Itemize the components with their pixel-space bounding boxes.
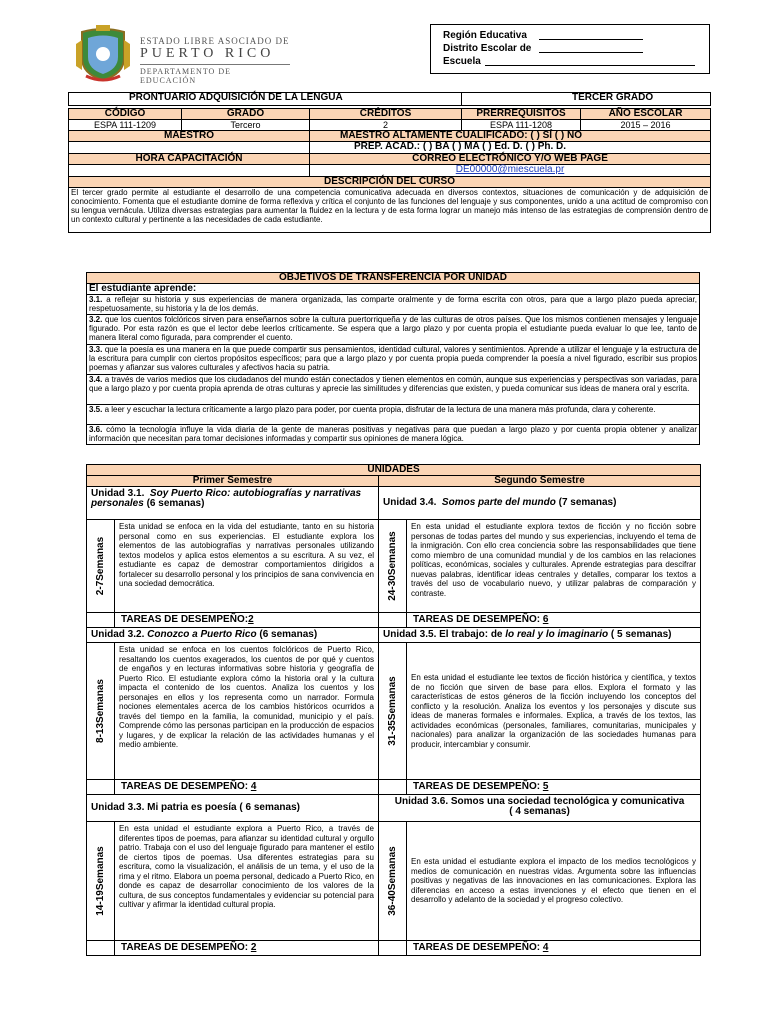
desc-label: DESCRIPCIÓN DEL CURSO [69,177,711,188]
agency-line3: DEPARTAMENTO DE EDUCACIÓN [140,67,231,85]
puerto-rico-seal-logo [72,24,134,82]
unit-weeks-count: (7 semanas) [558,497,617,508]
weeks-label: 2-7Semanas [94,536,106,596]
course-title: PRONTUARIO ADQUISICIÓN DE LA LENGUA [69,93,462,106]
weeks-label: 24-30Semanas [386,531,398,601]
unit-3-3-description: En esta unidad el estudiante explora a Puerto Rico, a través de diferentes tipos de poemas, para afianzar su identidad cultural y orgullo patrio. Trabaja con el uso del lenguaje figurado para mantener el estilo de ciertos tipos de poemas. Usa diferentes estrategias para su escritura, como la visualización, el análisis de un tema, y el uso de la rima y el ritmo. Elabora un poema personal, dedicado a Puerto Rico, en donde es capaz de desarrollar conocimiento de los valores de la cultura, de sus conceptos fundamentales y evidenciar su potencial para cultivar y afirmar la identidad cultural propia. [115,822,379,941]
unit-3-1-tareas [115,613,379,628]
unit-name: Somos parte del mundo [441,497,556,508]
maestro-field[interactable] [69,142,310,154]
unit-3-6-description: En esta unidad el estudiante explora el impacto de los medios tecnológicos y medios de comunicación en nuestras vidas. Argumenta sobre las influencias positivas y negativas de las innovaciones en las comunicaciones. Explora las diferencias en acceso a estas invenciones y el efecto que tienen en el desarrollo y adelanto de la sociedad y el progreso colectivo. [407,822,701,941]
unit-3-2-weeks [87,643,115,780]
objective-text: a reflejar su historia y sus experiencias de manera organizada, las comparte oralmente y de forma escrita con otros, para que a largo plazo pueda apreciar, respetuosamente, su historia y la de los demás. [89,295,697,313]
unit-name: Conozco a Puerto Rico [147,629,257,640]
agency-line2: PUERTO RICO [140,46,275,61]
col-prerrequisitos: PRERREQUISITOS [462,109,581,120]
col-codigo: CÓDIGO [69,109,182,120]
school-label: Escuela [443,56,481,67]
unit-3-4-description: En esta unidad el estudiante explora textos de ficción y no ficción sobre personas de todas partes del mundo y sus experiencias, incluyendo el tema de la inmigración. Con ello crea conciencia sobre las responsabilidades que tiene como miembro de una comunidad mundial y de los cambios en las relaciones políticas, económicas, sociales y culturales. Aprende estrategias para descifrar nuevas palabras, identificar ideas centrales y detalles, comparar los textos a través del uso de vocabulario nuevo, y utilizar palabras de comparación y contraste. [407,520,701,613]
unit-name: Soy Puerto Rico: autobiografías y narrativas personales [91,488,362,509]
correo-label: CORREO ELECTRÓNICO Y/O WEB PAGE [310,154,711,165]
semester-1-label: Primer Semestre [87,476,379,487]
objective-num: 3.3. [89,345,103,354]
unit-weeks-count: (6 semanas) [259,629,318,640]
unit-3-1-description: Esta unidad se enfoca en la vida del estudiante, tanto en su historia personal como en sus experiencias. El estudiante explora los elementos de las autobiografías y narrativas personales utilizando textos modelos y aplica estos elementos a su escritura. A su vez, el estudiante es capaz de demostrar comportamientos dirigidos a fortalecer su desarrollo personal y los principios de sana convivencia en una sociedad democrática. [115,520,379,613]
objective-num: 3.6. [89,425,103,434]
unit-name-plain: El trabajo: de [439,629,503,640]
grade-title: TERCER GRADO [462,93,711,106]
codigo-value: ESPA 111-1209 [69,120,182,131]
objective-text: que la poesía es una manera en la que puede compartir sus pensamientos, identidad cultural, valores y sentimientos. Aprende a utilizar el lenguaje y la estructura de la escritura para cumplir con ciertos propósitos específicos; para que a largo plazo y por cuenta propia pueda comprender la poesía a nivel figurado, escribir sus propios poemas y afianzar sus valores culturales y afectivos hacia su patria. [89,345,697,372]
units-title: UNIDADES [87,465,701,476]
course-info-table [68,92,711,233]
objective-3-3 [87,345,700,375]
tareas-label: TAREAS DE DESEMPEÑO: [121,614,249,625]
unit-3-6-title [379,795,701,822]
weeks-label: 36-40Semanas [386,846,398,916]
grado-value: Tercero [182,120,310,131]
creditos-value: 2 [310,120,462,131]
unit-weeks-count: ( 4 semanas) [509,806,570,817]
agency-line1: ESTADO LIBRE ASOCIADO DE [140,36,290,46]
unit-3-3-tareas [115,941,379,956]
unit-number: Unidad 3.2. [91,629,145,640]
tareas-label: TAREAS DE DESEMPEÑO: [413,942,541,953]
unit-3-4-weeks [379,520,407,613]
objective-text: cómo la tecnología influye la vida diaria de la gente de maneras positivas y negativas para que puedan a largo plazo y por cuenta propia obtener y analizar información que necesitan para tomar decisiones informadas y compartir sus opiniones de manera lógica. [89,425,697,443]
unit-3-1-weeks [87,520,115,613]
unit-3-3-title: Unidad 3.3. Mi patria es poesía ( 6 semanas) [87,795,379,822]
tareas-label: TAREAS DE DESEMPEÑO: [121,781,249,792]
hora-label: HORA CAPACITACIÓN [69,154,310,165]
objectives-intro: El estudiante aprende: [87,284,700,295]
unit-weeks-count: ( 5 semanas) [610,629,672,640]
agency-name [140,36,290,85]
unit-number: Unidad 3.4. [383,497,437,508]
school-info-box [430,24,710,74]
objective-num: 3.2. [89,315,103,324]
district-label: Distrito Escolar de [443,43,532,54]
cualificado-field[interactable]: MAESTRO ALTAMENTE CUALIFICADO: ( ) SÍ ( ) NO [310,131,711,142]
unit-3-1-title [87,487,379,520]
col-creditos: CRÉDITOS [310,109,462,120]
tareas-value: 4 [542,942,549,953]
unit-3-5-weeks [379,643,407,780]
unit-3-3-weeks [87,822,115,941]
unit-3-2-tareas [115,780,379,795]
unit-3-6-tareas [407,941,701,956]
prep-acad-field[interactable]: PREP. ACAD.: ( ) BA ( ) MA ( ) Ed. D. ( ) Ph. D. [310,142,711,154]
unit-3-5-description: En esta unidad el estudiante lee textos de ficción histórica y científica, y textos de no ficción que sirven de base para ellos. Explora el formato y las características de estos géneros de la ficción incluyendo los conceptos del conflicto y la resolución. Analiza los eventos y los personajes y discute sus ideas de maneras formales e informales. Explica, a través de los textos, las actividades económicas (personales, familiares, comunitarias, municipales y nacionales) para analizar la organización de las sociedades humanas para producir, intercambiar y consumir. [407,643,701,780]
weeks-label: 14-19Semanas [94,846,106,916]
tareas-label: TAREAS DE DESEMPEÑO: [413,781,541,792]
objective-3-6 [87,425,700,445]
objective-num: 3.5. [89,405,103,414]
unit-3-5-tareas [407,780,701,795]
district-field[interactable] [539,42,643,53]
tareas-label: TAREAS DE DESEMPEÑO: [413,614,541,625]
maestro-label: MAESTRO [69,131,310,142]
anio-value: 2015 – 2016 [581,120,711,131]
course-description: El tercer grado permite al estudiante el desarrollo de una competencia comunicativa adecuada en diversos contextos, situaciones de comunicación y de adquisición de conocimiento. Fomenta que el estudiante domine de forma reflexiva y crítica el conjunto de las funciones del lenguaje y sus componentes, unido a una actitud de compromiso con su lengua vernácula. Utiliza diversas estrategias para aumentar la fluidez en la lectura y de esta forma lograr un manejo más intenso de las estrategias de comprensión dentro de un contexto cultural y pertinente a las necesidades de cada estudiante. [69,188,711,233]
email-link[interactable]: DE00000@miescuela.pr [455,164,565,175]
tareas-value: 2 [250,942,257,953]
objective-text: a través de varios medios que los ciudadanos del mundo están conectados y tienen elementos en común, aunque sus experiencias y perspectivas son variadas, para que a largo plazo y por cuenta propia aprenda de otras culturas y aprecie las similitudes y diferencias que existen, y pueda comunicar sus ideas de manera oral y escrita. [89,375,697,393]
unit-3-4-tareas [407,613,701,628]
objective-3-2 [87,315,700,345]
prerreq-value: ESPA 111-1208 [462,120,581,131]
school-field[interactable] [485,55,695,66]
objective-text: a leer y escuchar la lectura críticamente a largo plazo para poder, por cuenta propia, disfrutar de la lectura de una manera más profunda, clara y coherente. [104,405,656,414]
col-grado: GRADO [182,109,310,120]
tareas-value: 5 [542,781,549,792]
tareas-label: TAREAS DE DESEMPEÑO: [121,942,249,953]
objectives-title: OBJETIVOS DE TRANSFERENCIA POR UNIDAD [87,273,700,284]
unit-3-4-title [379,487,701,520]
objective-text: que los cuentos folclóricos sirven para enseñarnos sobre la cultura puertorriqueña y de las culturas de otros países. Que los mismos contienen mensajes y lenguaje figurado. Por esta razón es que el lector debe leerlos críticamente. Se espera que a largo plazo y por cuenta propia el estudiante pueda evaluar lo que lee, tanto de manera literal como figurada, para comprender el cuento. [89,315,697,342]
objective-num: 3.4. [89,375,103,384]
unit-3-6-weeks [379,822,407,941]
objective-num: 3.1. [89,295,103,304]
objective-3-5 [87,405,700,425]
weeks-label: 31-35Semanas [386,676,398,746]
region-label: Región Educativa [443,30,527,41]
unit-weeks-count: (6 semanas) [146,498,205,509]
unit-number: Unidad 3.1. [91,488,145,499]
tareas-value: 6 [542,614,549,625]
hora-field[interactable] [69,165,310,177]
unit-name: lo real y lo imaginario [505,629,609,640]
unit-number: Unidad 3.5. [383,629,437,640]
unit-3-5-title [379,628,701,643]
objective-3-4 [87,375,700,405]
col-anio: AÑO ESCOLAR [581,109,711,120]
region-field[interactable] [539,29,643,40]
tareas-value: 2 [248,614,254,625]
weeks-label: 8-13Semanas [94,679,106,743]
units-table [86,464,701,956]
unit-name: Unidad 3.6. Somos una sociedad tecnológica y comunicativa [394,796,685,807]
objectives-table [86,272,700,445]
unit-3-2-title [87,628,379,643]
tareas-value: 4 [250,781,257,792]
unit-3-2-description: Esta unidad se enfoca en los cuentos folclóricos de Puerto Rico, resaltando los cuentos exagerados, los cuentos de por qué y cuentos de engaños y en lecturas informativas sobre historia y geografía de Puerto Rico. El estudiante explora cómo la historia oral y la cultura impacta el contenido de los cuentos. Analiza los cuentos y los personajes en ellos y los representa como un narrador. Formula nociones elementales acerca de los cambios históricos ocurridos a través del tiempo en la familia, la comunidad, municipio y el país. Comprende cómo las personas participan en la producción de espacios y lugares, y de explicar la relación de las actividades humanas y el medio ambiente. [115,643,379,780]
objective-3-1 [87,295,700,315]
semester-2-label: Segundo Semestre [379,476,701,487]
